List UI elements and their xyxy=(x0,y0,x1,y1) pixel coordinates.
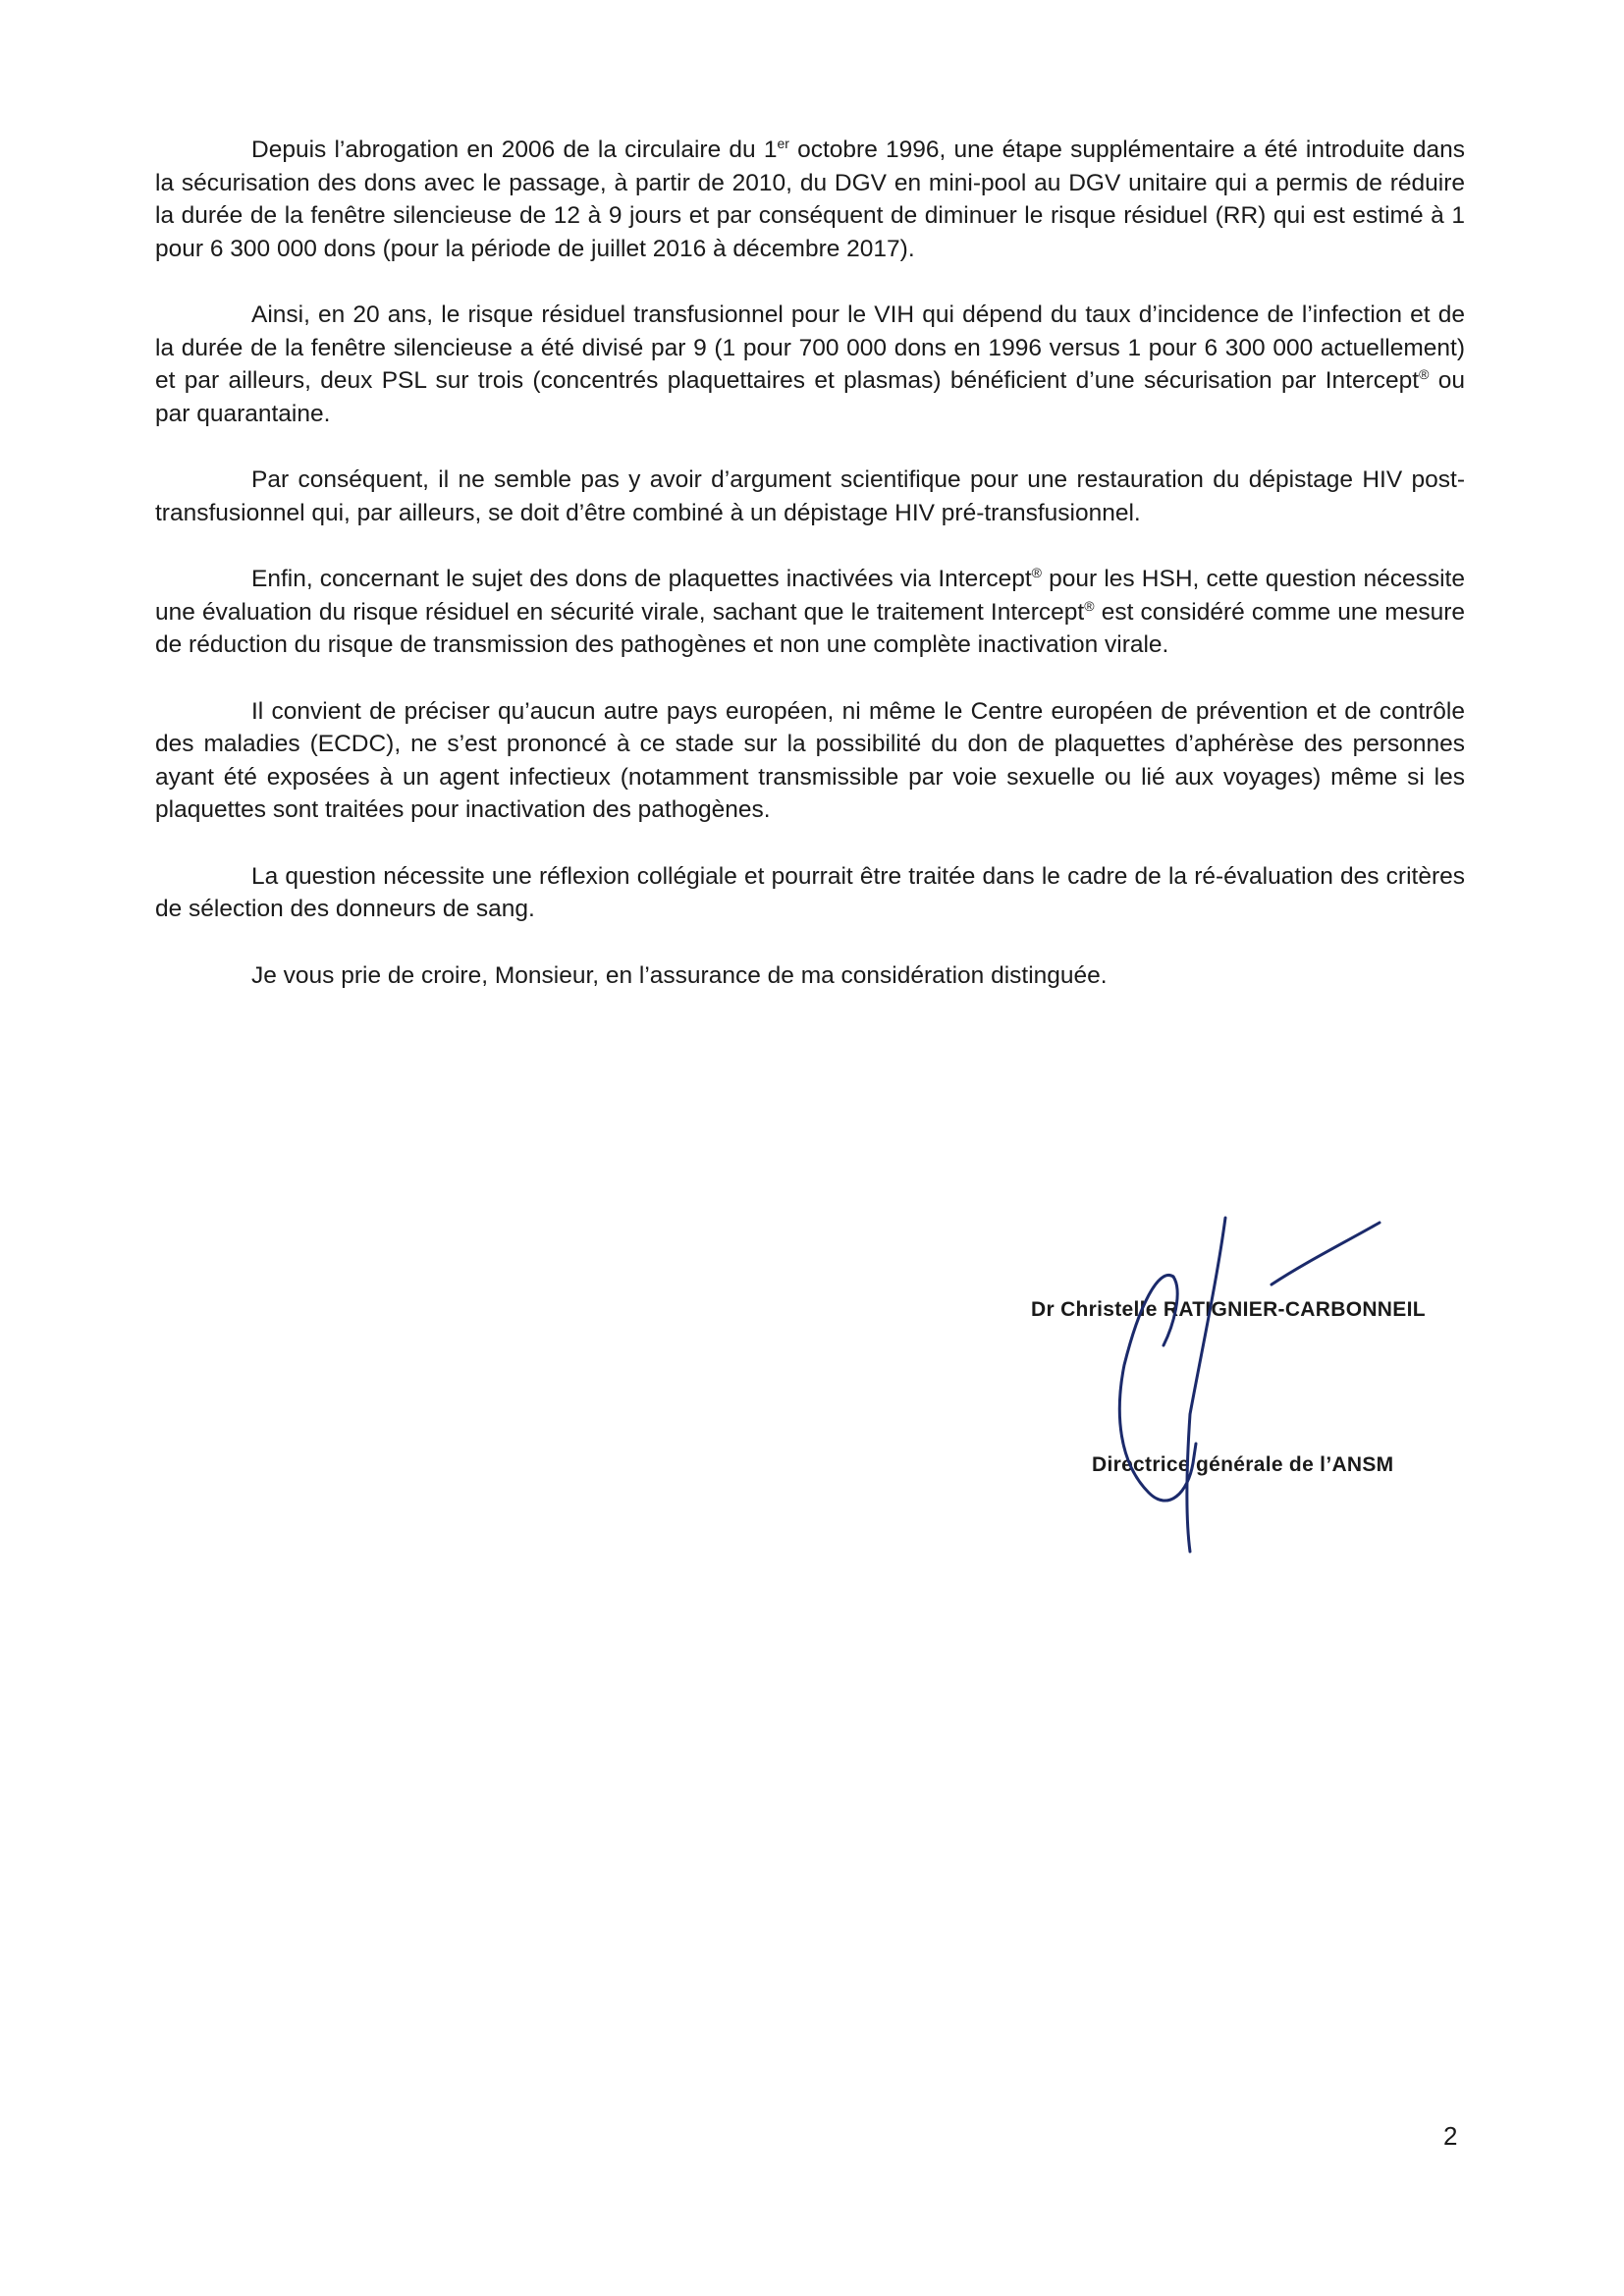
signature-tick-stroke xyxy=(1272,1223,1380,1285)
signature-loop-stroke xyxy=(1119,1275,1196,1501)
signature-hook-stroke xyxy=(1164,1277,1177,1345)
handwritten-signature xyxy=(1080,1198,1414,1561)
page-number: 2 xyxy=(1443,2121,1458,2151)
letter-body xyxy=(155,134,1465,1025)
signer-title: Directrice générale de l’ANSM xyxy=(1092,1453,1394,1476)
paragraph-3: Par conséquent, il ne semble pas y avoir d’argument scientifique pour une restauration du dépistage HIV post-transfusionnel qui, par ailleurs, se doit d’être combiné à un dépistage HIV pré-transfusionnel. xyxy=(155,466,1465,526)
paragraph-2: Ainsi, en 20 ans, le risque résiduel transfusionnel pour le VIH qui dépend du taux d’incidence de l’infection et de la durée de la fenêtre silencieuse a été divisé par 9 (1 pour 700 000 dons en 1996 versus 1 pour 6 300 000 actuellement) et par ailleurs, deux PSL sur trois (concentrés plaquettaires et plasmas) bénéficient d’une sécurisation par Intercept® ou par quarantaine. xyxy=(155,301,1466,427)
closing-salutation: Je vous prie de croire, Monsieur, en l’assurance de ma considération distinguée. xyxy=(251,961,1108,989)
paragraph-5: Il convient de préciser qu’aucun autre pays européen, ni même le Centre européen de prévention et de contrôle des maladies (ECDC), ne s’est prononcé à ce stade sur la possibilité du don de plaquettes d’aphérèse des personnes ayant été exposées à un agent infectieux (notamment transmissible par voie sexuelle ou lié aux voyages) même si les plaquettes sont traitées pour inactivation des pathogènes. xyxy=(155,697,1465,823)
paragraph-4: Enfin, concernant le sujet des dons de plaquettes inactivées via Intercept® pour les HSH, cette question nécessite une évaluation du risque résiduel en sécurité virale, sachant que le traitement Intercept® est considéré comme une mesure de réduction du risque de transmission des pathogènes et non une complète inactivation virale. xyxy=(155,564,1465,658)
paragraph-1: Depuis l’abrogation en 2006 de la circulaire du 1er octobre 1996, une étape supplémentaire a été introduite dans la sécurisation des dons avec le passage, à partir de 2010, du DGV en mini-pool au DGV unitaire qui a permis de réduire la durée de la fenêtre silencieuse de 12 à 9 jours et par conséquent de diminuer le risque résiduel (RR) qui est estimé à 1 pour 6 300 000 dons (pour la période de juillet 2016 à décembre 2017). xyxy=(155,135,1465,262)
paragraph-6: La question nécessite une réflexion collégiale et pourrait être traitée dans le cadre de la ré-évaluation des critères de sélection des donneurs de sang. xyxy=(155,862,1465,922)
signature-vertical-stroke xyxy=(1187,1218,1225,1552)
signer-name: Dr Christelle RATIGNIER-CARBONNEIL xyxy=(1031,1298,1426,1321)
